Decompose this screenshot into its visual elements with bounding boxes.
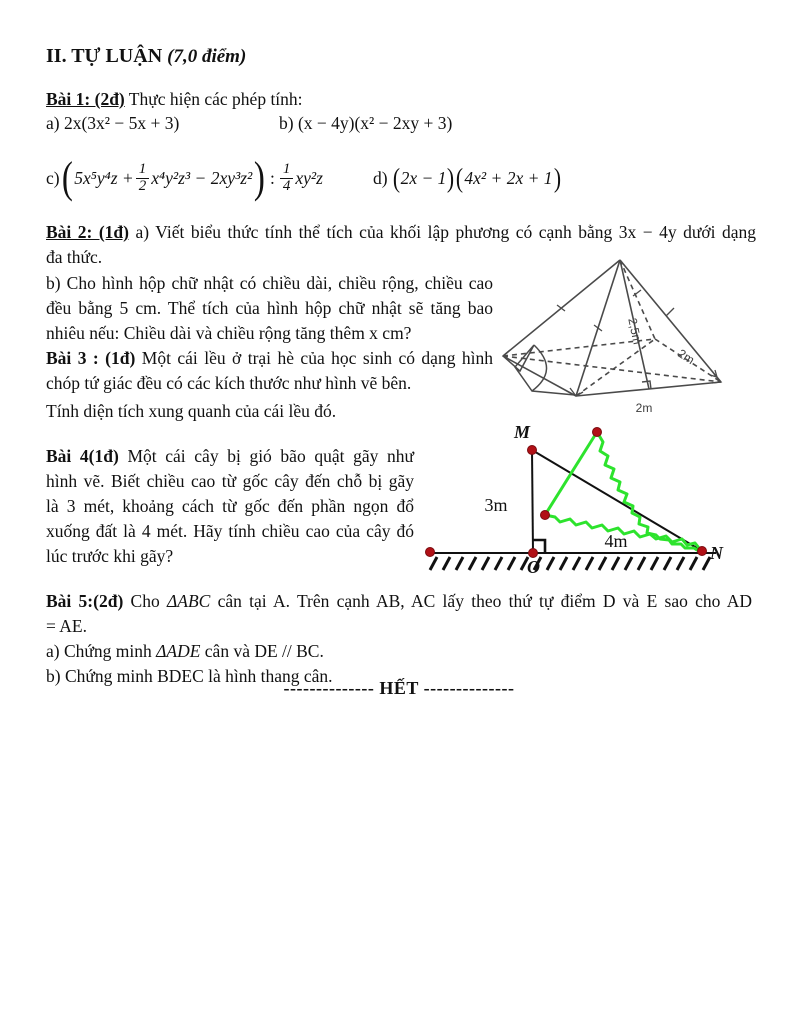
bai2-line2: đa thức. [46,247,103,267]
bai5-pre: Cho [123,591,168,611]
bai5-part-a [46,639,752,664]
bai1-expr-d [373,150,562,206]
expr-d-term1: 2x − 1 [400,167,447,188]
tree-height-label: 3m [484,495,508,515]
tree-trunk-line [532,450,533,553]
bai4-line1-text: Một cái cây bị gió bão quật gãy như [118,446,414,466]
bai4-line2: hình vẽ. Biết chiều cao từ gốc cây đến chỗ bị gãy [46,471,414,491]
expr-d-open-paren-1: ( [392,162,400,193]
bai2-line1-text: a) Viết biểu thức tính thể tích của khối lập phương có cạnh bằng 3x − 4y dưới dạng [129,222,756,242]
bai1-expr-a: a) 2x(3x² − 5x + 3) [46,113,180,133]
expr-c-divide-sign: : [269,167,275,188]
dot-point-n [698,547,707,556]
bai5-block [46,589,752,689]
tree-main-lines [428,450,716,553]
pyramid-base-edge-label: 2m [635,401,653,415]
bai4-label: Bài 4(1đ) [46,446,119,466]
bai3-label: Bài 3 : (1đ) [46,348,136,368]
pyramid-right-angle-marker [642,381,651,389]
expr-c-part3: xy²z [295,167,323,188]
expr-c-close-paren: ) [254,153,266,203]
dot-point-m [528,446,537,455]
bai1-row-cd [46,150,746,206]
expr-c-frac2 [280,162,294,195]
dot-treetop [593,428,602,437]
expr-d-close-paren-1: ) [447,162,455,193]
tree-distance-label: 4m [604,531,628,551]
pyramid-lateral-edge-label: 2m [675,346,697,368]
pyramid-labels [625,317,697,415]
pyramid-base-left-edge [503,356,576,396]
bai1-expr-b: b) (x − 4y)(x² − 2xy + 3) [279,113,453,133]
bai5-triangle-ade: ΔADE [156,641,201,661]
bai1-intro: Thực hiện các phép tính: [124,89,303,109]
dot-break-point [541,511,550,520]
tree-point-m-label: M [514,422,531,442]
bai3-line1-text: Một cái lều ở trại hè của học sinh có dạng hình [135,348,494,368]
bai5-label: Bài 5:(2đ) [46,591,124,611]
bai5-line1 [46,589,752,614]
frac1-denominator: 2 [138,177,147,194]
frac2-numerator: 1 [280,162,294,179]
bai2b-line3: nhiêu nếu: Chiều dài và chiều rộng tăng thêm x cm? [46,323,412,343]
pyramid-edge-ticks [557,290,674,331]
bai2b-bai3-column [46,271,493,424]
expr-c-label: c) [46,167,60,188]
bai3-line2: chóp tứ giác đều có các kích thước như hình vẽ bên. [46,373,412,393]
pyramid-slant-height-label: 2,5m [625,316,645,346]
expr-c-part2: x⁴y²z³ − 2xy³z² [151,167,253,188]
expr-c-open-paren: ( [61,153,73,203]
pyramid-drawing [503,260,721,396]
bai5-part-b: b) Chứng minh BDEC là hình thang cân. [46,666,333,686]
section-title [46,44,246,69]
end-marker: -------------- HẾT -------------- [283,678,515,698]
bai5-a-pre: a) Chứng minh [46,641,157,661]
bai4-column [46,444,414,569]
bai2-label: Bài 2: (1đ) [46,222,129,242]
ground-hatching [430,557,710,570]
expr-c-part1: 5x⁵y⁴z + [74,167,134,188]
bai5-triangle-abc: ΔABC [167,591,211,611]
section-title-main: II. TỰ LUẬN [46,45,163,67]
tree-point-n-label: N [710,543,723,563]
bai5-a-rest: cân và DE // BC. [200,641,324,661]
tree-point-o-label: O [527,557,540,577]
bai4-line3: là 3 mét, khoảng cách từ gốc đến phần ngọn đổ [46,496,414,516]
frac1-numerator: 1 [136,162,150,179]
bai2b-line2: đều bằng 5 cm. Thể tích của hình hộp chữ nhật sẽ tăng bao [46,298,493,318]
bai5-line1-text: cân tại A. Trên cạnh AB, AC lấy theo thứ tự điểm D và E sao cho AD [210,591,752,611]
tree-green-straight-line [545,432,597,515]
bai3-line3: Tính diện tích xung quanh của cái lều đó. [46,401,337,421]
bai2b-line1: b) Cho hình hộp chữ nhật có chiều dài, chiều rộng, chiều cao [46,273,493,293]
bai4-line1 [46,444,414,469]
bai1-label: Bài 1: (2đ) [46,89,125,109]
section-title-points: (7,0 điểm) [167,46,247,67]
expr-d-label: d) [373,167,388,188]
bai2-line1 [46,220,756,245]
bai3-line1 [46,346,493,371]
expr-d-term2: 4x² + 2x + 1 [464,167,553,188]
bai1-expr-c [46,150,323,206]
frac2-denominator: 4 [282,177,291,194]
pyramid-base-diagonal-2 [576,339,655,396]
bai4-line4: xuống đất là 4 mét. Hãy tính chiều cao của cây đó [46,521,414,541]
expr-c-frac1 [136,162,150,195]
pyramid-hidden-edges [503,260,721,396]
fallen-tree-figure [424,418,744,583]
pyramid-tent-figure [486,246,792,418]
expr-d-close-paren-2: ) [553,162,561,193]
bai1-header [46,87,303,112]
bai5-line2: = AE. [46,616,87,636]
bai4-line5: lúc trước khi gãy? [46,546,174,566]
expr-d-open-paren-2: ( [456,162,464,193]
dot-ground-left [426,548,435,557]
